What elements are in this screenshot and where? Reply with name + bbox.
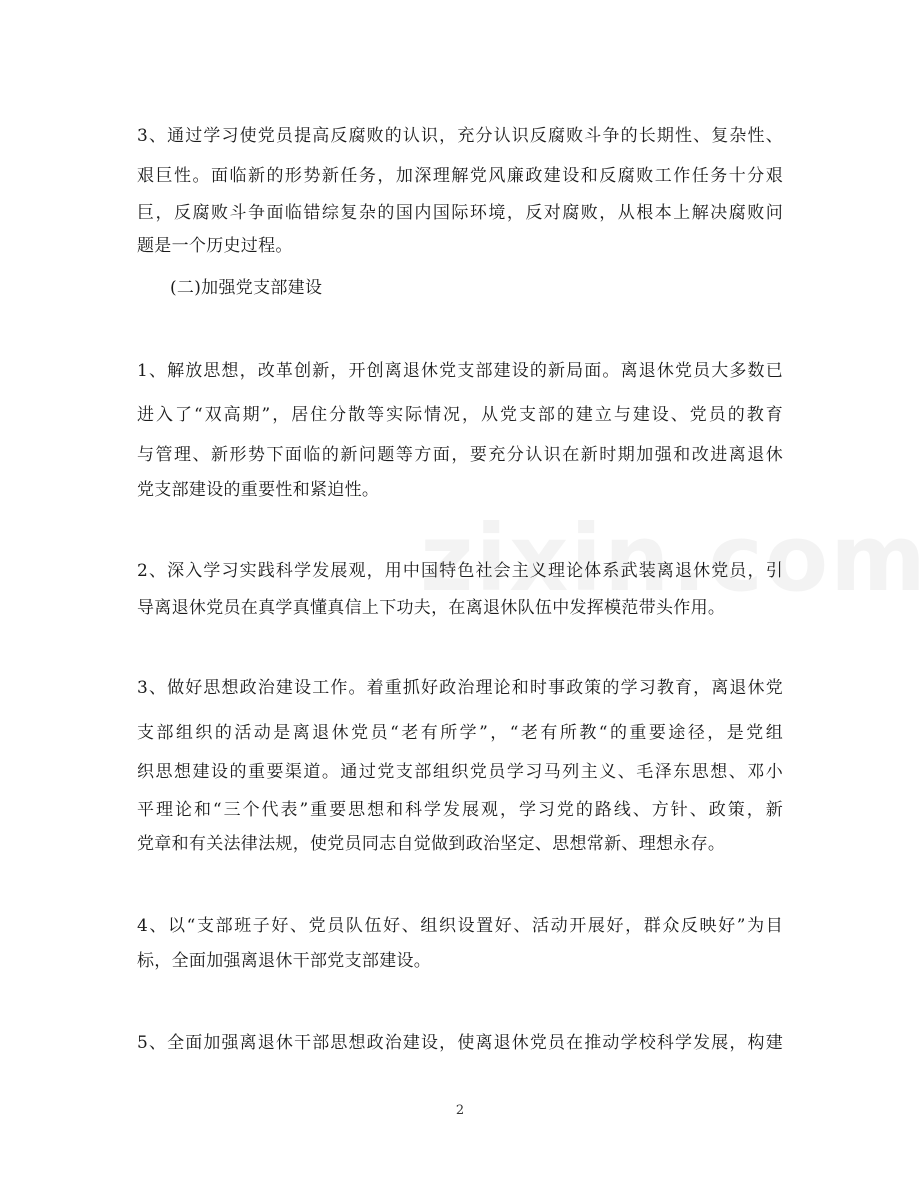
paragraph-line: 支部组织的活动是离退休党员“老有所学”，“老有所教“的重要途径，是党组 bbox=[137, 723, 783, 743]
section-heading: (二)加强党支部建设 bbox=[170, 278, 323, 298]
paragraph-line: 织思想建设的重要渠道。通过党支部组织党员学习马列主义、毛泽东思想、邓小 bbox=[137, 762, 783, 782]
paragraph-line: 3、通过学习使党员提高反腐败的认识，充分认识反腐败斗争的长期性、复杂性、 bbox=[137, 126, 783, 146]
paragraph-line: 巨，反腐败斗争面临错综复杂的国内国际环境，反对腐败，从根本上解决腐败问 bbox=[137, 203, 783, 223]
paragraph-line: 艰巨性。面临新的形势新任务，加深理解党风廉政建设和反腐败工作任务十分艰 bbox=[137, 166, 783, 186]
paragraph-line: 导离退休党员在真学真懂真信上下功夫，在离退休队伍中发挥模范带头作用。 bbox=[137, 598, 726, 618]
paragraph-line: 进入了“双高期”，居住分散等实际情况，从党支部的建立与建设、党员的教育 bbox=[137, 405, 783, 425]
paragraph-line: 与管理、新形势下面临的新问题等方面，要充分认识在新时期加强和改进离退休 bbox=[137, 445, 783, 465]
paragraph-line: 标，全面加强离退休干部党支部建设。 bbox=[137, 951, 432, 971]
paragraph-line: 5、全面加强离退休干部思想政治建设，使离退休党员在推动学校科学发展，构建 bbox=[137, 1033, 783, 1053]
paragraph-line: 题是一个历史过程。 bbox=[137, 236, 293, 256]
paragraph-line: 1、解放思想，改革创新，开创离退休党支部建设的新局面。离退休党员大多数已 bbox=[137, 361, 783, 381]
paragraph-line: 3、做好思想政治建设工作。着重抓好政治理论和时事政策的学习教育，离退休党 bbox=[137, 678, 783, 698]
paragraph-line: 平理论和“三个代表”重要思想和科学发展观，学习党的路线、方针、政策，新 bbox=[137, 800, 783, 820]
paragraph-line: 党章和有关法律法规，使党员同志自觉做到政治坚定、思想常新、理想永存。 bbox=[137, 834, 726, 854]
paragraph-line: 4、以“支部班子好、党员队伍好、组织设置好、活动开展好，群众反映好”为目 bbox=[137, 916, 783, 936]
page-number: 2 bbox=[455, 1103, 465, 1118]
paragraph-line: 2、深入学习实践科学发展观，用中国特色社会主义理论体系武装离退休党员，引 bbox=[137, 561, 783, 581]
watermark bbox=[420, 505, 920, 612]
paragraph-line: 党支部建设的重要性和紧迫性。 bbox=[137, 480, 380, 500]
